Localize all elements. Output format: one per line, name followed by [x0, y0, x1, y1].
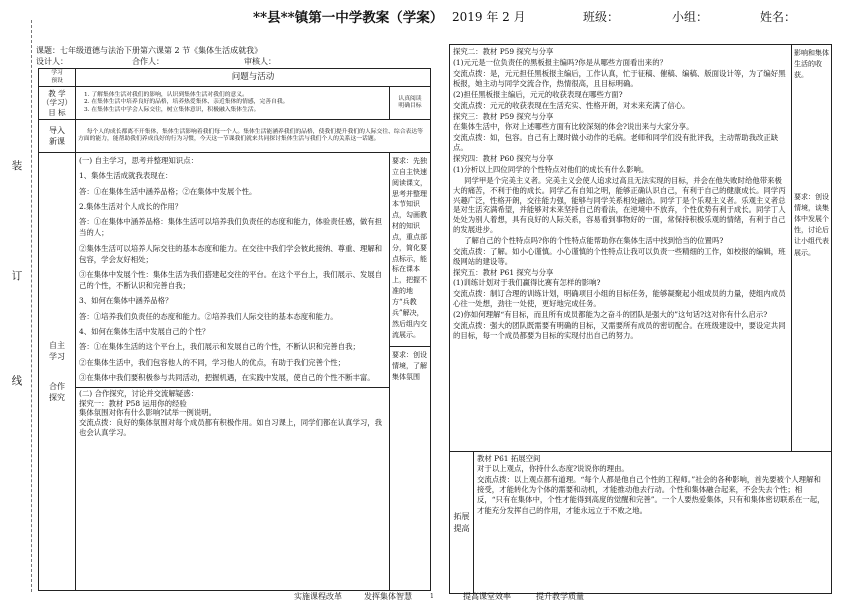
left-lesson-table — [38, 68, 431, 591]
footer-slogan-4: 提升教学质量 — [536, 592, 584, 601]
extension-content — [474, 452, 832, 594]
explore-line: (1)训练计划对于我们赢得比赛有怎样的影响? — [453, 278, 601, 288]
explore-line: 探究四：教材 P60 探究与分享 — [453, 154, 554, 164]
coop-line: 集体氛围对你有什么影响?试举一例说明。 — [79, 408, 216, 418]
binding-line — [31, 20, 32, 592]
explore-line: (1)分析以上四位同学的个性特点对他们的成长有什么影响。 — [453, 165, 649, 175]
document-title: **县**镇第一中学教案（学案） — [253, 10, 444, 26]
goals-list — [76, 87, 390, 120]
content-line: 3、如何在集体中涵养品格？ — [79, 296, 173, 306]
prep-label: 学习 预设 — [39, 69, 76, 87]
explore-line: 在集体生活中，你对上述哪些方面有比较深刻的体会?说出来与大家分享。 — [453, 122, 694, 132]
goals-note: 认真阅读 明确目标 — [390, 87, 431, 120]
lesson-topic: 课题：七年级道德与法治下册第六课第 2 节《集体生活成就我》 — [36, 46, 263, 55]
explore-line: (2)你如何理解“有目标，而且所有成员都能为之奋斗的团队是强大的”这句话?这对你有什么启示? — [453, 310, 768, 320]
content-line: 2.集体生活对个人成长的作用？ — [79, 201, 183, 211]
self-study-label: 自主 学习 — [49, 341, 65, 362]
content-line: ②在集体生活中，我们包容他人的不同，学习他人的优点，有助于我们完善个性； — [79, 357, 346, 367]
footer-slogan-2: 发挥集体智慧 — [364, 592, 412, 601]
explore-line: 交流点拨：是，元元担任黑板报主编后，工作认真，忙于征稿、催稿、编稿、版面设计等，为了编好黑板报，她主动与同学交流合作，热情很高，且目标明确。 — [453, 68, 786, 88]
partner-label: 合作人： — [132, 57, 164, 66]
intro-label: 导入 新课 — [39, 120, 76, 153]
group-label: 小组： — [672, 10, 709, 24]
class-label: 班级： — [583, 10, 620, 24]
goal-item: 1. 了解集体生活对我们的影响，认识到集体生活对我们的意义。 — [84, 92, 248, 99]
extension-line: 教材 P61 拓展空间 — [477, 454, 541, 463]
right-notes-cell — [792, 45, 832, 452]
coop-line: 探究一：教材 P58 运用你的经验 — [79, 398, 187, 408]
explore-line: (1)元元是一位负责任的黑板报主编吗?你是从哪些方面看出来的？ — [453, 57, 667, 67]
explore-line: 交流点拨：了解。如小心谨慎。小心谨慎的个性特点让我可以负责一些精细的工作，如校报的编辑，班级网站的建设等。 — [453, 246, 786, 266]
name-label: 姓名： — [760, 10, 797, 24]
coop-line: 交流点拨：良好的集体氛围对每个成员都有积极作用。如自习课上，同学们都在认真学习，我也会认真学习。 — [79, 418, 383, 437]
coop-explore-label: 合作 探究 — [49, 381, 65, 402]
content-line: 答：①培养我们负责任的态度和能力。②培养我们人际交往的基本态度和能力。 — [79, 311, 338, 321]
explore-line: 交流点拨：如，包容。自己有上课时做小动作的毛病。老师和同学们没有批评我，主动帮助我改正缺点。 — [453, 133, 779, 153]
explore-content — [450, 45, 792, 452]
content-line: 答：①在集体中涵养品格：集体生活可以培养我们负责任的态度和能力，体验责任感，做有担当的人； — [79, 217, 383, 238]
explore-line: 探究二：教材 P59 探究与分享 — [453, 47, 554, 56]
content-line: 答：①在集体生活的这个平台上，我们展示和发展自己的个性，不断认识和完善自我； — [79, 342, 360, 352]
extension-line: 交流点拨：以上观点都有道理。“每个人都是他自己个性的工程师。”社会的各种影响，首先要被个人理解和接受，才能转化为个体的需要和动机，才能推动他去行动。个性和集体融合起来，不会失去个性；相反，“只有在集体中，个性才能得到高度的觉醒和完善”。一个人要热爱集体，只有和集体密切联系在一起，才能充分发挥自己的作用，才能永远立于不败之地。 — [477, 474, 825, 515]
side-note-top: 影响和集体生活的收获。 — [794, 49, 830, 80]
self-study-content — [76, 153, 390, 591]
binding-char-3: 线 — [11, 375, 23, 387]
right-requirement-note: 要求：创设情境，谈集体中发展个性，讨论后让小组代表展示。 — [794, 192, 830, 257]
explore-line: 探究三：教材 P59 探究与分享 — [453, 111, 554, 121]
extension-line: 对于以上观点，你持什么态度?说说你的理由。 — [477, 464, 629, 474]
intro-text: 每个人的成长都离不开集体，集体生活影响着我们每一个人。集体生活能涵养我们的品格，使我们提升我们的人际交往、综合表达等方面的能力，能帮助我们养成良好的行为习惯，今天这一节课我们就来共同探讨集体生活与我们个人的关系这一话题。 — [76, 120, 431, 153]
requirements-cell — [390, 153, 431, 591]
explore-line: 交流点拨：制订合理的训练计划，明确项目小组的目标任务，能够凝聚起小组成员的力量，使组内成员心往一处想，劲往一处使，更好地完成任务。 — [453, 289, 786, 309]
designer-label: 设计人： — [36, 57, 68, 66]
document-date: 2019 年 2 月 — [452, 10, 526, 24]
right-lesson-table — [449, 44, 832, 594]
coop-line: (二) 合作探究，讨论并交流解疑惑： — [79, 389, 198, 399]
coop-section — [76, 387, 389, 437]
self-coop-label-cell — [39, 153, 76, 591]
content-line: ③在集体中发展个性：集体生活为我们搭建起交往的平台。在这个平台上，我们展示、发展自己的个性，不断认识和完善自我； — [79, 270, 383, 291]
binding-char-2: 订 — [11, 270, 23, 282]
content-line: 4、如何在集体生活中发展自己的个性？ — [79, 327, 210, 336]
content-line: ③在集体中我们要积极参与共同活动，把握机遇，在实践中发展，使自己的个性不断丰富。 — [79, 372, 375, 382]
footer-slogan-3: 提高课堂效率 — [463, 592, 511, 601]
content-line: 答：①在集体生活中涵养品格；②在集体中发展个性。 — [79, 186, 257, 196]
explore-line: 了解自己的个性特点吗?你的个性特点能帮助你在集体生活中找到恰当的位置吗? — [464, 235, 724, 245]
extension-label: 拓展 提高 — [450, 452, 474, 594]
footer-slogan-1: 实施课程改革 — [294, 592, 342, 601]
explore-line: 交流点拨：强大的团队既需要有明确的目标，又需要所有成员的密切配合。在班级建设中，要设定共同的目标，每一个成员都要为目标的实现付出自己的努力。 — [453, 321, 786, 340]
goal-item: 3. 在集体生活中学会人际交往，树立集体意识，积极融入集体生活。 — [84, 106, 260, 113]
requirement-note-1: 要求：先独立自主快速阅读课文，思考并整理本节知识点，勾画教材的知识点，重点部分，简化要点标示，能标在课本上，把握不准的地方“兵教兵”解决，然后组内交流展示。 — [392, 157, 427, 339]
goals-label: 教 学 （学习） 目 标 — [39, 87, 76, 120]
goal-item: 2. 在集体生活中培养良好的品格，培养热爱集体、亲近集体的情感，完善自我。 — [84, 99, 289, 106]
explore-line: 交流点拨：元元的收获表现在生活充实、性格开朗，对未来充满了信心。 — [453, 100, 690, 110]
explore-line: 探究五：教材 P61 探究与分享 — [453, 267, 554, 277]
binding-char-1: 装 — [11, 160, 23, 172]
content-line: 1、集体生活成就我表现在： — [79, 171, 173, 181]
section-title: 问题与活动 — [76, 69, 431, 87]
reviewer-label: 审核人： — [244, 57, 276, 66]
content-line: ②集体生活可以培养人际交往的基本态度和能力。在交往中我们学会彼此接纳、尊重、理解和包容，学会友好相处； — [79, 243, 383, 264]
explore-line: (2)担任黑板报主编后，元元的收获表现在哪些方面? — [453, 89, 623, 99]
page-number: 1 — [430, 593, 434, 600]
explore-line: 同学甲是个完美主义者。完美主义会使人追求过高且无法实现的目标，并会在他失败时给他带来极大的痛苦，不利于他的成长。同学乙有自知之明，能够正确认识自己，有利于自己的健康成长。同学丙兴趣广泛，性格开朗，交往能力强，能够与同学关系相处融洽。同学丁是个乐观主义者。乐观主义者总是对生活充满希望，并能够对未来坚持自己的看法，在逆境中不放弃，个性优势有利于成长。同学丁人处处为别人着想，具有良好的人际关系，容易看到事物好的一面，常保持积极乐观的情绪，有利于自己的发展进步。 — [453, 176, 786, 234]
requirement-note-2: 要求：创设情境，了解集体氛围 — [390, 346, 430, 383]
content-line: (一) 自主学习，思考并整理知识点： — [79, 156, 198, 165]
